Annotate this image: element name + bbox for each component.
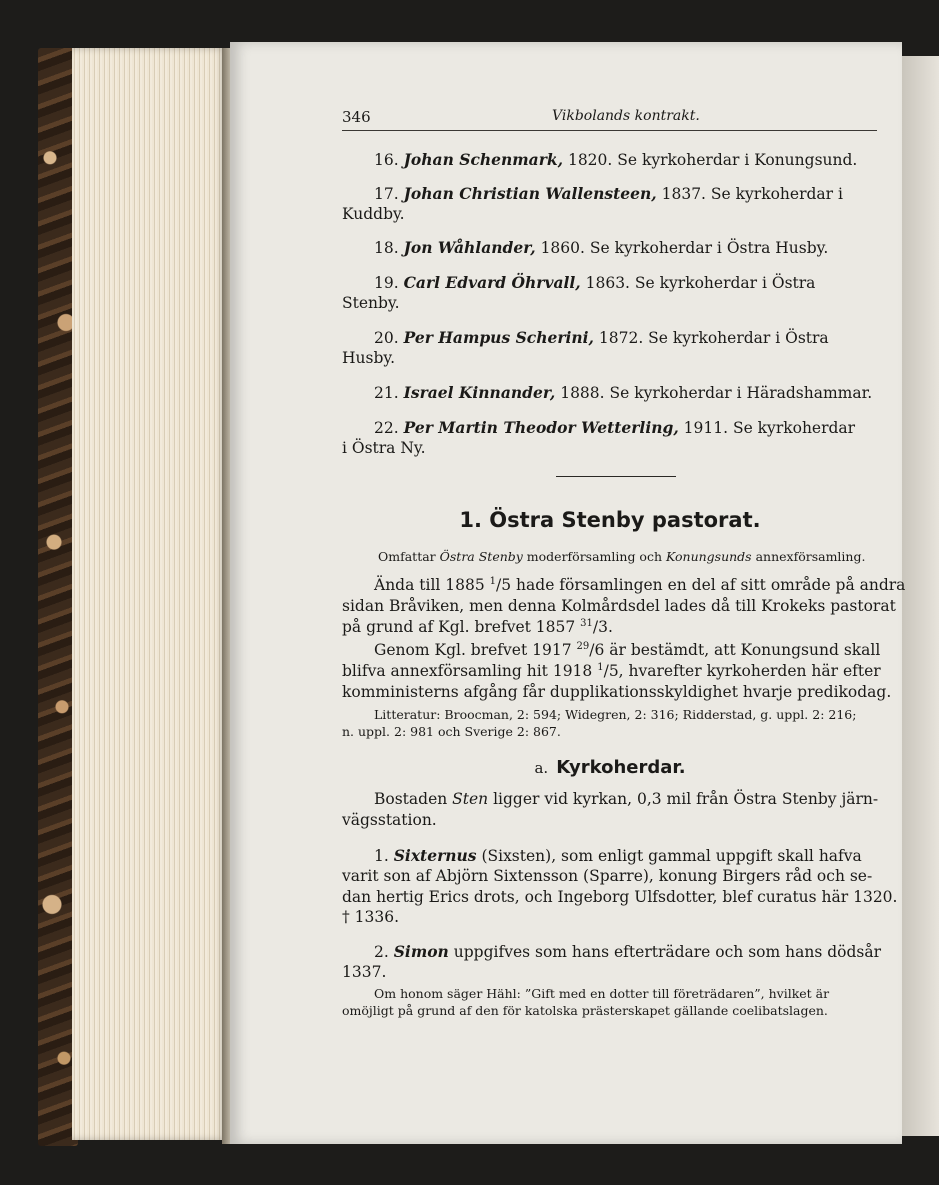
- person-name: Johan Schenmark,: [403, 150, 564, 169]
- note-line1: Om honom säger Hähl: ”Gift med en dotter till företrädaren”, hvilket är: [374, 986, 830, 1001]
- entry-20: 20. Per Hampus Scherini, 1872. Se kyrkoherdar i Östra: [374, 328, 829, 347]
- kyrkoherde-1-l4: † 1336.: [342, 908, 400, 926]
- literature-line1: Litteratur: Broocman, 2: 594; Widegren, 2: 316; Ridderstad, g. uppl. 2: 216;: [374, 707, 857, 722]
- page-number: 346: [342, 108, 371, 126]
- kyrkoherde-1-l2: varit son af Abjörn Sixtensson (Sparre), konung Birgers råd och se-: [342, 867, 873, 885]
- entry-17-cont: Kuddby.: [342, 205, 405, 223]
- para2-line2: blifva annexförsamling hit 1918 $^1$/5, hvarefter kyrkoherden här efter: [342, 662, 881, 681]
- kyrkoherde-2-l2: 1337.: [342, 963, 387, 981]
- entry-17: 17. Johan Christian Wallensteen, 1837. Se kyrkoherdar i: [374, 184, 843, 203]
- person-name: Per Martin Theodor Wetterling,: [403, 418, 679, 437]
- entry-22-cont: i Östra Ny.: [342, 439, 426, 457]
- section-divider: [556, 476, 676, 477]
- person-name: Per Hampus Scherini,: [403, 328, 594, 347]
- note-line2: omöjligt på grund af den för katolska prästerskapet gällande coelibatslagen.: [342, 1003, 828, 1018]
- person-name: Jon Wåhlander,: [403, 238, 536, 257]
- entry-19: 19. Carl Edvard Öhrvall, 1863. Se kyrkoherdar i Östra: [374, 273, 816, 292]
- entry-16: 16. Johan Schenmark, 1820. Se kyrkoherdar i Konungsund.: [374, 150, 858, 169]
- person-name: Johan Christian Wallensteen,: [403, 184, 657, 203]
- entry-20-cont: Husby.: [342, 349, 396, 367]
- entry-21: 21. Israel Kinnander, 1888. Se kyrkoherdar i Häradshammar.: [374, 383, 873, 402]
- para1-line3: på grund af Kgl. brefvet 1857 $^{31}$/3.: [342, 618, 613, 637]
- person-name: Israel Kinnander,: [403, 383, 556, 402]
- subsection-heading: [342, 757, 878, 778]
- bostaden-line1: Bostaden Sten ligger vid kyrkan, 0,3 mil från Östra Stenby järn-: [374, 790, 879, 808]
- section-title: 1. Östra Stenby pastorat.: [459, 508, 761, 532]
- entry-22: 22. Per Martin Theodor Wetterling, 1911. Se kyrkoherdar: [374, 418, 856, 437]
- omfattar-line: Omfattar Östra Stenby moderförsamling och Konungsunds annexförsamling.: [378, 549, 866, 564]
- kyrkoherde-1-l3: dan hertig Erics drots, och Ingeborg Ulfsdotter, blef curatus här 1320.: [342, 888, 898, 906]
- literature-line2: n. uppl. 2: 981 och Sverige 2: 867.: [342, 724, 561, 739]
- page-header: [342, 106, 877, 131]
- entry-19-cont: Stenby.: [342, 294, 400, 312]
- para2-line3: komministerns afgång får dupplikationsskyldighet hvarje predikodag.: [342, 683, 892, 701]
- para1-line1: Ända till 1885 $^1$/5 hade församlingen en del af sitt område på andra: [374, 576, 906, 595]
- subsection-title: Kyrkoherdar.: [556, 757, 686, 778]
- facing-page-edge: [902, 56, 939, 1136]
- person-name: Carl Edvard Öhrvall,: [403, 273, 581, 292]
- para2-line1: Genom Kgl. brefvet 1917 $^{29}$/6 är bestämdt, att Konungsund skall: [374, 641, 881, 660]
- para1-line2: sidan Bråviken, men denna Kolmårdsdel lades då till Krokeks pastorat: [342, 597, 896, 615]
- kyrkoherde-1: 1. Sixternus (Sixsten), som enligt gammal uppgift skall hafva: [374, 846, 862, 865]
- bostaden-line2: vägsstation.: [342, 811, 437, 829]
- kyrkoherde-2: 2. Simon uppgifves som hans efterträdare och som hans dödsår: [374, 942, 881, 961]
- page-stack-edges: [72, 48, 228, 1140]
- subsection-letter: a.: [534, 759, 549, 777]
- running-title: Vikbolands kontrakt.: [552, 108, 700, 124]
- entry-18: 18. Jon Wåhlander, 1860. Se kyrkoherdar i Östra Husby.: [374, 238, 829, 257]
